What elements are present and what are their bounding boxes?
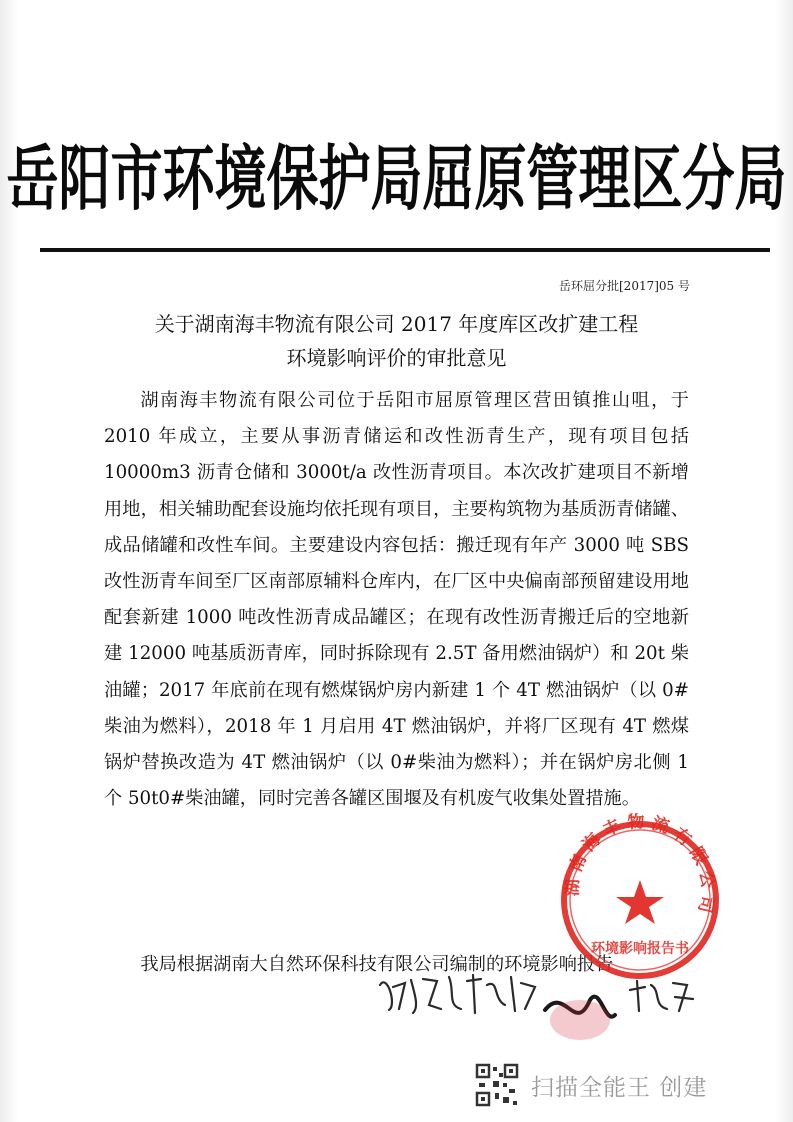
masthead-divider [40,248,770,252]
svg-text:环境影响报告书: 环境影响报告书 [591,941,689,957]
official-seal-stamp [555,810,725,980]
agency-masthead-title: 岳阳市环境保护局屈原管理区分局 [6,139,787,221]
svg-text:湖 南 海 丰 物 流 有 限 公 司: 湖 南 海 丰 物 流 有 限 公 司 [562,812,718,915]
document-title-line-1: 关于湖南海丰物流有限公司 2017 年度库区改扩建工程 [154,312,639,336]
body-paragraph-1: 湖南海丰物流有限公司位于岳阳市屈原管理区营田镇推山咀，于 2010 年成立，主要从事沥青储运和改性沥青生产，现有项目包括 10000m3 沥青仓储和 3000t/a 改性沥青项目。本次改扩建项目不新增用地，相关辅助配套设施均依托现有项目，主要构筑物为基质沥青储罐、成品储罐和改性车间。主要建设内容包括：搬迁现有年产 3000 吨 SBS 改性沥青车间至厂区南部原辅料仓库内，在厂区中央偏南部预留建设用地配套新建 1000 吨改性沥青成品罐区；在现有改性沥青搬迁后的空地新建 12000 吨基质沥青库，同时拆除现有 2.5T 备用燃油锅炉）和 20t 柴油罐；2017 年底前在现有燃煤锅炉房内新建 1 个 4T 燃油锅炉（以 0#柴油为燃料），2018 年 1 月启用 4T 燃油锅炉，并将厂区现有 4T 燃煤锅炉替换改造为 4T 燃油锅炉（以 0#柴油为燃料）；并在锅炉房北侧 1 个 50t0#柴油罐，同时完善各罐区围堰及有机废气收集处置措施。 [104,390,689,810]
qr-code-icon [475,1063,519,1107]
document-number: 岳环屈分批[2017]05 号 [559,279,690,293]
scanner-watermark [475,1057,707,1113]
watermark-text: 扫描全能王 创建 [531,1074,708,1101]
document-title-line-2: 环境影响评价的审批意见 [286,346,507,370]
body-paragraph-2: 我局根据湖南大自然环保科技有限公司编制的环境影响报告 [140,954,614,975]
handwritten-signatures [375,965,705,1045]
